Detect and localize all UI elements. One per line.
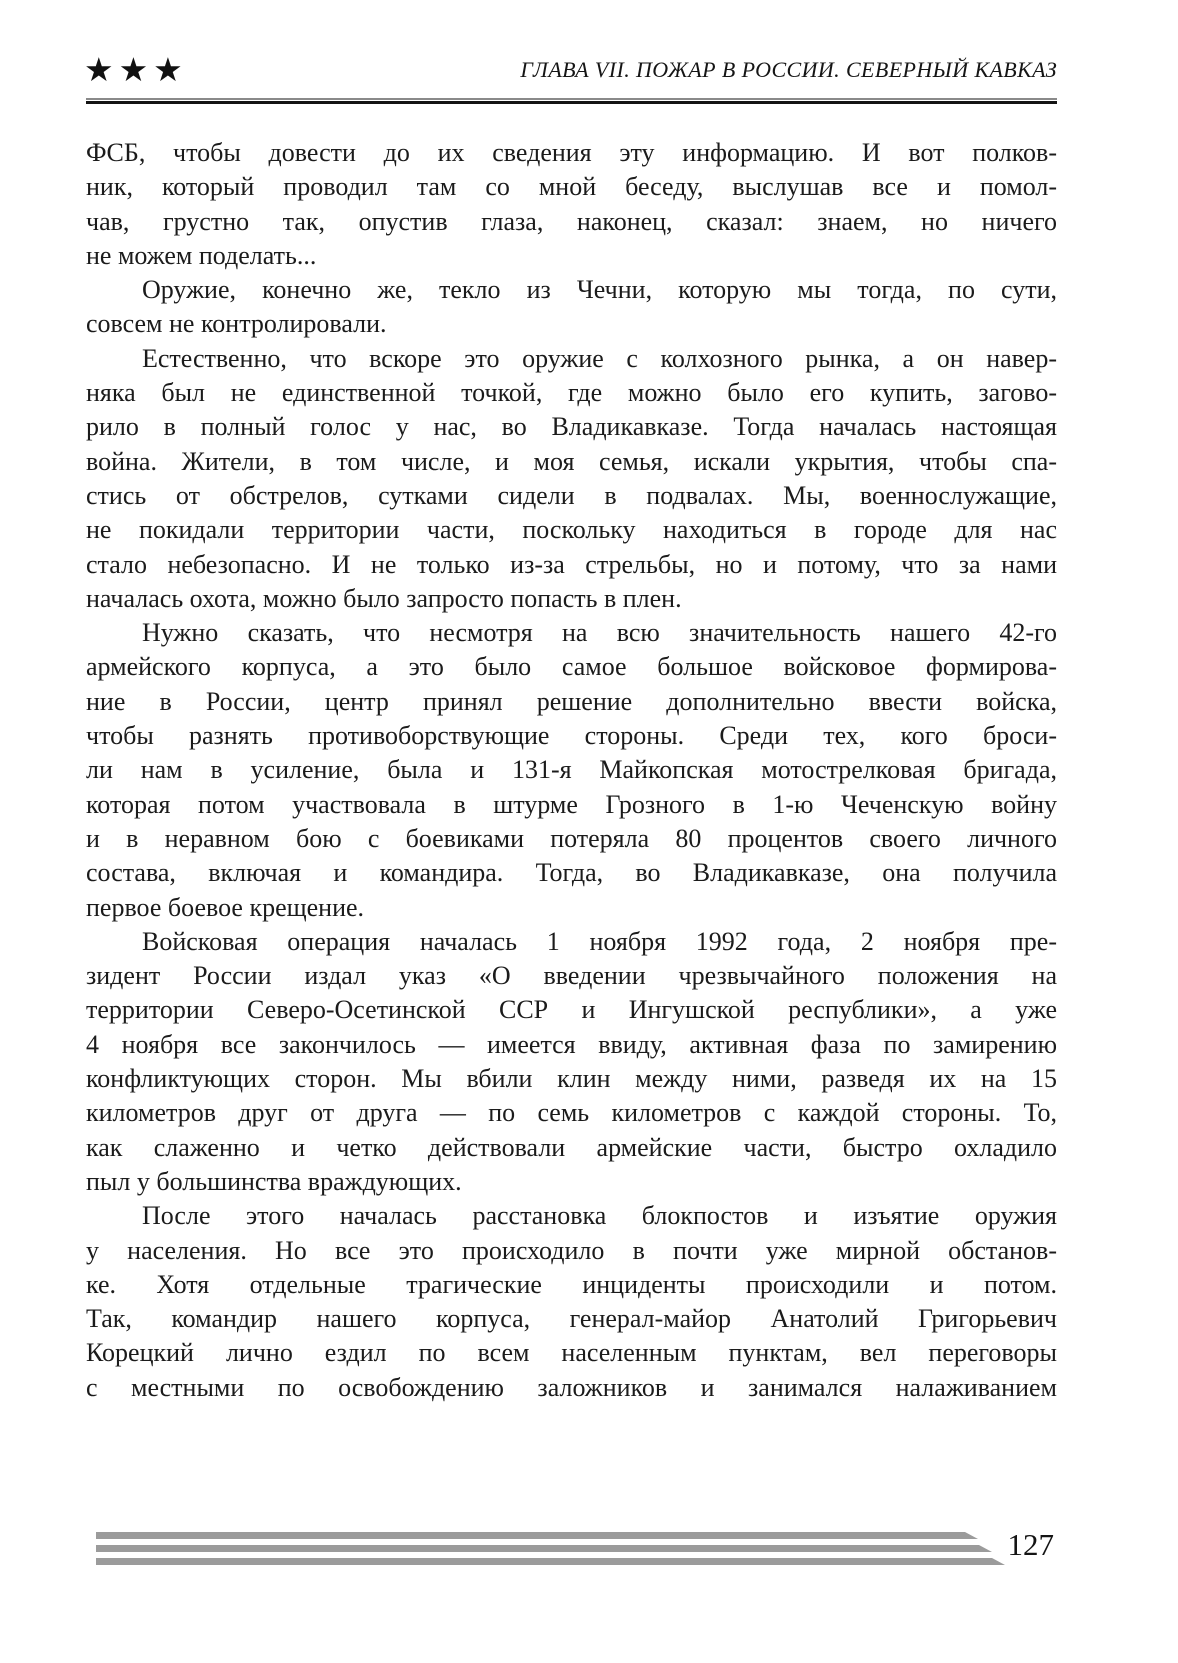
text-line: километров друг от друга — по семь километров с каждой стороны. То,: [86, 1098, 1057, 1128]
text-line: территории Северо-Осетинской ССР и Ингушской республики», а уже: [86, 995, 1057, 1025]
text-line: Так, командир нашего корпуса, генерал-майор Анатолий Григорьевич: [86, 1304, 1057, 1334]
text-line: первое боевое крещение.: [86, 892, 365, 922]
text-line: ник, который проводил там со мной беседу, выслушав все и помол-: [86, 172, 1057, 202]
text-line: у населения. Но все это происходило в почти уже мирной обстанов-: [86, 1235, 1057, 1265]
text-line: Естественно, что вскоре это оружие с колхозного рынка, а он навер-: [142, 343, 1057, 373]
text-line: армейского корпуса, а это было самое большое войсковое формирова-: [86, 652, 1057, 682]
text-line: 4 ноября все закончилось — имеется ввиду, активная фаза по замирению: [86, 1029, 1057, 1059]
text-line: Корецкий лично ездил по всем населенным пунктам, вел переговоры: [86, 1338, 1057, 1368]
page-number: 127: [1007, 1527, 1054, 1562]
text-line: ли нам в усиление, была и 131-я Майкопская мотострелковая бригада,: [86, 755, 1057, 785]
text-line: чтобы разнять противоборствующие стороны. Среди тех, кого броси-: [86, 721, 1057, 751]
text-line: ке. Хотя отдельные трагические инциденты происходили и потом.: [86, 1269, 1057, 1299]
text-line: После этого началась расстановка блокпостов и изъятие оружия: [142, 1201, 1057, 1231]
text-line: не можем поделать...: [86, 240, 317, 270]
footer-stripe-1: [96, 1532, 978, 1539]
text-line: началась охота, можно было запросто попасть в плен.: [86, 583, 682, 613]
header-rule: [86, 98, 1057, 105]
footer-stripe-3: [96, 1558, 1005, 1565]
text-line: пыл у большинства враждующих.: [86, 1166, 462, 1196]
text-line: рило в полный голос у нас, во Владикавказе. Тогда началась настоящая: [86, 412, 1057, 442]
text-line: которая потом участвовала в штурме Грозного в 1-ю Чеченскую войну: [86, 789, 1057, 819]
text-line: конфликтующих сторон. Мы вбили клин между ними, разведя их на 15: [86, 1064, 1057, 1094]
text-line: Войсковая операция началась 1 ноября 1992 года, 2 ноября пре-: [142, 926, 1057, 956]
text-line: ФСБ, чтобы довести до их сведения эту информацию. И вот полков-: [86, 138, 1057, 167]
text-line: Нужно сказать, что несмотря на всю значительность нашего 42-го: [142, 618, 1057, 648]
text-line: совсем не контролировали.: [86, 309, 387, 339]
text-line: зидент России издал указ «О введении чрезвычайного положения на: [86, 961, 1057, 991]
text-line: стись от обстрелов, сутками сидели в подвалах. Мы, военнослужащие,: [86, 480, 1057, 510]
body-text: [86, 136, 1057, 1405]
header-rule-thick-line: [86, 101, 1057, 104]
text-line: стало небезопасно. И не только из-за стрельбы, но и потому, что за нами: [86, 549, 1057, 579]
footer-stripe-2: [96, 1545, 992, 1552]
text-line: ние в России, центр принял решение дополнительно ввести войска,: [86, 686, 1057, 716]
text-line: Оружие, конечно же, текло из Чечни, которую мы тогда, по сути,: [142, 275, 1057, 305]
text-line: чав, грустно так, опустив глаза, наконец, сказал: знаем, но ничего: [86, 206, 1057, 236]
text-line: как слаженно и четко действовали армейские части, быстро охладило: [86, 1132, 1057, 1162]
text-line: с местными по освобождению заложников и занимался налаживанием: [86, 1372, 1057, 1402]
text-line: и в неравном бою с боевиками потеряла 80 процентов своего личного: [86, 823, 1057, 853]
running-head-chapter-title: ГЛАВА VII. ПОЖАР В РОССИИ. СЕВЕРНЫЙ КАВКАЗ: [520, 57, 1057, 82]
text-line: няка был не единственной точкой, где можно было его купить, загово-: [86, 378, 1057, 408]
chapter-stars-ornament: ★★★: [84, 50, 188, 89]
text-line: война. Жители, в том числе, и моя семья, искали укрытия, чтобы спа-: [86, 446, 1057, 476]
text-line: не покидали территории части, поскольку находиться в городе для нас: [86, 515, 1057, 545]
text-line: состава, включая и командира. Тогда, во Владикавказе, она получила: [86, 858, 1057, 888]
